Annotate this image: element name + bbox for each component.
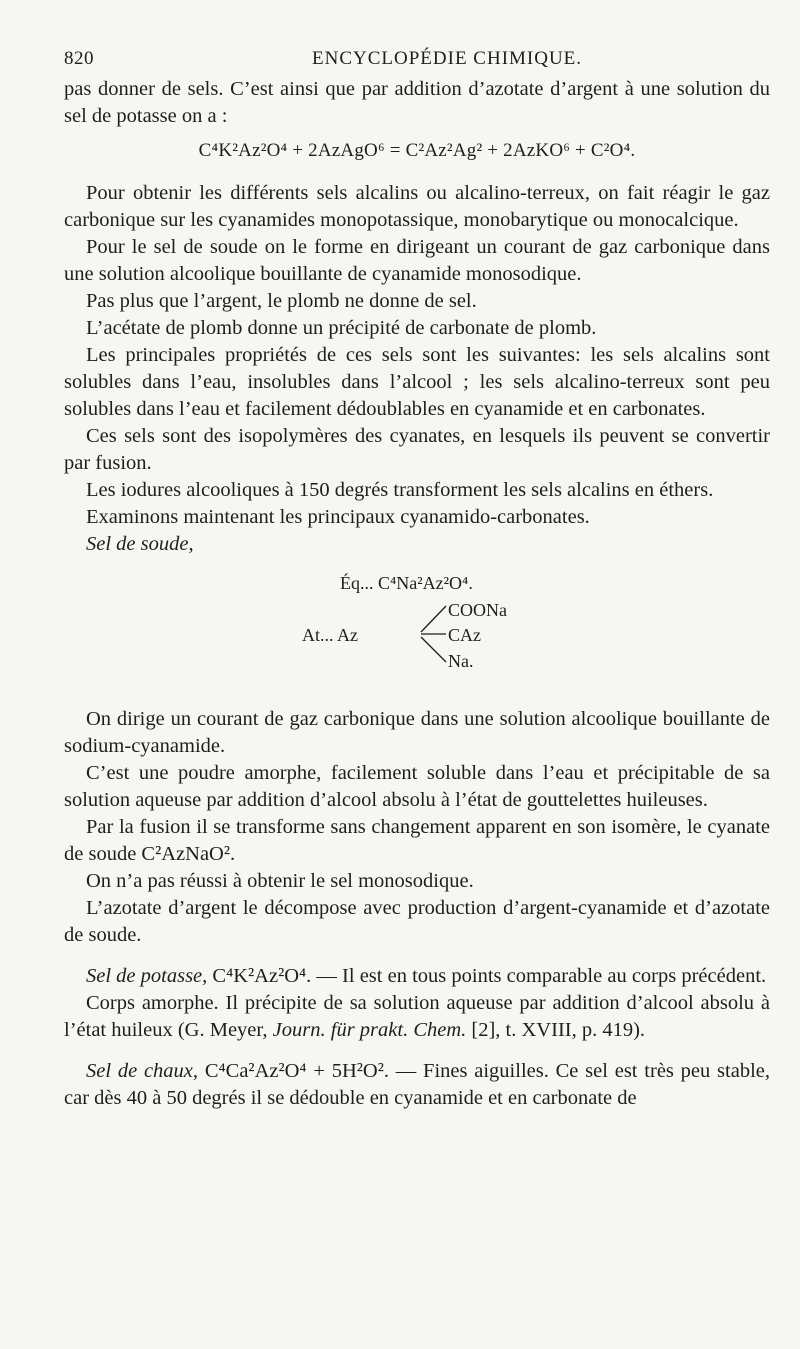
section-text: C⁴K²Az²O⁴. — Il est en tous points comparable au corps précédent. — [207, 965, 767, 987]
section-title-sel-de-soude: Sel de soude, — [86, 533, 194, 555]
paragraph: On n’a pas réussi à obtenir le sel monosodique. — [86, 870, 474, 892]
bond-lines — [419, 600, 449, 670]
struct-at-prefix: At... Az — [302, 625, 358, 645]
running-title: ENCYCLOPÉDIE CHIMIQUE. — [312, 48, 583, 69]
bond-down — [421, 637, 446, 662]
paragraph: Les iodures alcooliques à 150 degrés transforment les sels alcalins en éthers. — [86, 479, 714, 501]
paragraph: Examinons maintenant les principaux cyanamido-carbonates. — [86, 506, 590, 528]
bond-up — [421, 606, 446, 632]
paragraph-part: Corps amorphe. Il précipite de sa solution aqueuse par addition d’alcool absolu à l’état huileux (G. Meyer, — [64, 992, 770, 1041]
paragraph: Pour obtenir les différents sels alcalins ou alcalino-terreux, on fait réagir le gaz carbonique sur les cyanamides monopotassique, monobarytique ou monocalcique. — [64, 182, 770, 231]
paragraph: Les principales propriétés de ces sels sont les suivantes: les sels alcalins sont solubles dans l’eau, insolubles dans l’alcool ; les sels alcalino-terreux sont peu solubles dans l’eau et facilement dédoublables en cyanamide et en carbonates. — [64, 344, 770, 420]
paragraph-sel-de-potasse — [64, 963, 770, 990]
paragraph — [64, 990, 770, 1044]
section-title-sel-de-potasse: Sel de potasse, — [86, 965, 208, 987]
body-text — [64, 76, 770, 1112]
paragraph-part: [2], t. XVIII, p. 419). — [466, 1019, 646, 1041]
section-text: C⁴Ca²Az²O⁴ + 5H²O². — Fines aiguilles. Ce sel est très peu stable, car dès 40 à 50 degrés il se dédouble en cyanamide et en carbonate de — [64, 1060, 771, 1109]
structural-formula — [64, 566, 770, 686]
chemical-equation: C⁴K²Az²O⁴ + 2AzAgO⁶ = C²Az²Ag² + 2AzKO⁶ + C²O⁴. — [198, 140, 636, 161]
paragraph: L’acétate de plomb donne un précipité de carbonate de plomb. — [86, 317, 597, 339]
struct-na: Na. — [448, 651, 474, 671]
equivalent-formula: Éq... C⁴Na²Az²O⁴. — [340, 573, 473, 593]
page-number: 820 — [64, 48, 94, 69]
paragraph: Ces sels sont des isopolymères des cyanates, en lesquels ils peuvent se convertir par fusion. — [64, 425, 770, 474]
paragraph: On dirige un courant de gaz carbonique dans une solution alcoolique bouillante de sodium-cyanamide. — [64, 708, 770, 757]
struct-coona: COONa — [448, 600, 507, 620]
paragraph: L’azotate d’argent le décompose avec production d’argent-cyanamide et d’azotate de soude. — [64, 897, 770, 946]
journal-citation: Journ. für prakt. Chem. — [272, 1019, 467, 1041]
paragraph: Par la fusion il se transforme sans changement apparent en son isomère, le cyanate de soude C²AzNaO². — [64, 816, 770, 865]
paragraph: Pour le sel de soude on le forme en dirigeant un courant de gaz carbonique dans une solution alcoolique bouillante de cyanamide monosodique. — [64, 236, 770, 285]
struct-caz: CAz — [448, 625, 481, 645]
section-title-sel-de-chaux: Sel de chaux, — [86, 1060, 199, 1082]
paragraph: Pas plus que l’argent, le plomb ne donne de sel. — [86, 290, 477, 312]
paragraph: pas donner de sels. C’est ainsi que par addition d’azotate d’argent à une solution du sel de potasse on a : — [64, 78, 770, 127]
paragraph-sel-de-chaux — [64, 1058, 770, 1112]
paragraph: C’est une poudre amorphe, facilement soluble dans l’eau et précipitable de sa solution aqueuse par addition d’alcool absolu à l’état de gouttelettes huileuses. — [64, 762, 770, 811]
